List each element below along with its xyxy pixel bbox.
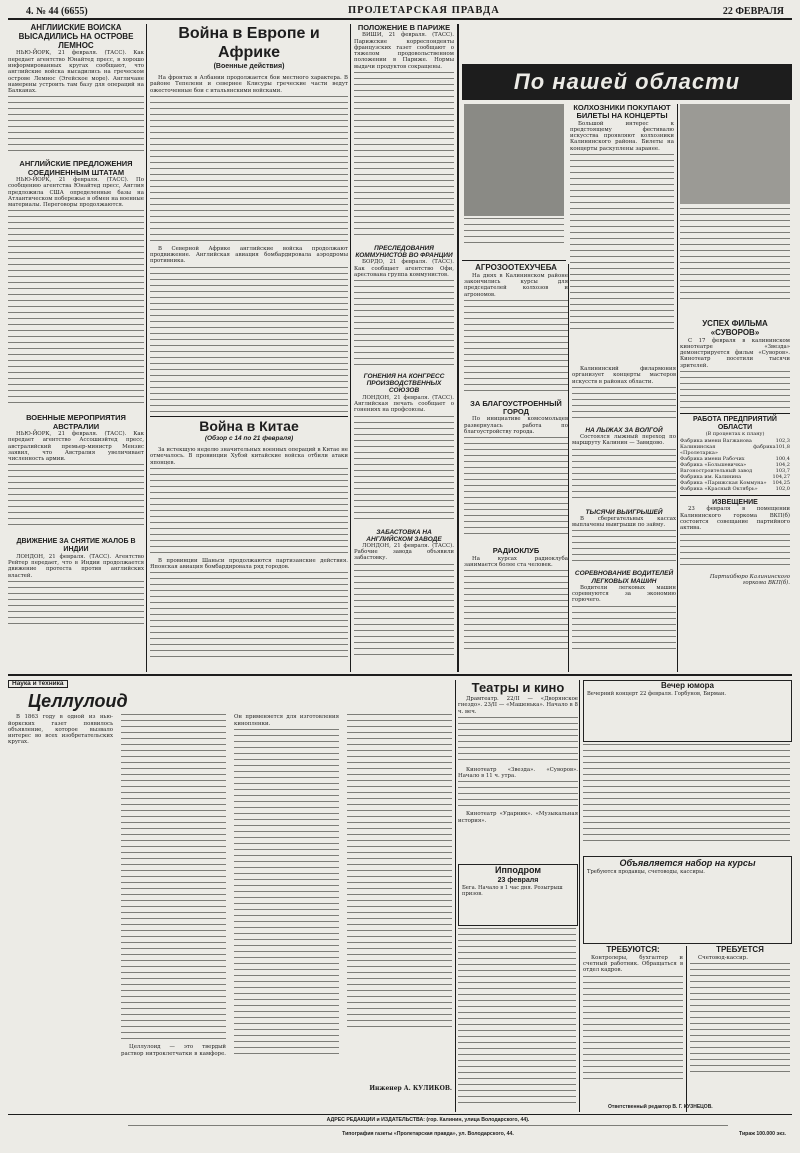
article-author: Инженер А. КУЛИКОВ. [369, 1085, 452, 1093]
article-headline: Война в Китае [199, 418, 299, 434]
article-text: Водители легковых машин соревнуются за экономию горючего. [572, 584, 676, 604]
factory-table [680, 438, 790, 492]
issue-date: 22 ФЕВРАЛЯ [722, 6, 784, 17]
local-section-banner [462, 64, 792, 100]
article-headline: ПОЛОЖЕНИЕ В ПАРИЖЕ [357, 24, 451, 32]
war-europe-article [150, 24, 348, 414]
factory-name: Фабрика имени Вагжанова [680, 437, 752, 444]
war-china-article [150, 418, 348, 672]
factory-value: 101,8 [775, 443, 790, 450]
article-headline: ДВИЖЕНИЕ ЗА СНЯТИЕ ЖАЛОБ В ИНДИИ [16, 538, 136, 554]
factory-name: Вагоностроительный завод [680, 467, 753, 474]
ad-title: Объявляется набор на курсы [619, 858, 756, 868]
article-text: На курсах радиоклуба занимается более ста человек. [464, 555, 568, 568]
article-text: На днях в Калининском районе закончились курсы для председателей колхозов и агрономов. [464, 272, 568, 298]
article-text: За истекшую неделю значительных военных операций в Китае не отмечалось. В провинции Хубэй китайские войска отбили атаки японцев. [150, 447, 348, 466]
article-text: НЬЮ-ЙОРК, 21 февраля. (ТАСС). Как передает агентство Юнайтед пресс, в хорошо информированных кругах сообщают, что английские войска высадились на греческом острове Лемнос (Эгейское море). Англичане намерены устроить там базу для операций на Балканах. [8, 50, 144, 95]
article-text: НЬЮ-ЙОРК, 21 февраля. (ТАСС). Как передает агентство Ассошиэйтед пресс, австралийский премьер-министр Мензис заявил, что Австралия увеличивает численность армии. [8, 430, 144, 463]
article-text: На фронтах в Албании продолжается бои местного характера. В районе Тепелени и севернее Клисуры греческие части ведут ожесточенные бои с итальянскими войсками. [150, 75, 348, 94]
jobs-ad [690, 946, 790, 1112]
photo-caption [680, 208, 790, 318]
article-text: ВИШИ, 21 февраля. (ТАСС). Парижские корреспонденты французских газет сообщают о тяжелом продовольственном положении в Париже. Нормы выдачи продуктов сокращены. [354, 32, 454, 70]
factory-value: 102,0 [775, 485, 790, 492]
theatre-listing [458, 680, 578, 860]
rubric-label: Наука и техника [8, 680, 68, 688]
local-news-column [572, 366, 676, 672]
newspaper-title: ПРОЛЕТАРСКАЯ ПРАВДА [348, 5, 500, 16]
article-headline: ИЗВЕЩЕНИЕ [712, 498, 758, 506]
article-headline: УСПЕХ ФИЛЬМА «СУВОРОВ» [702, 320, 768, 337]
article-headline: РАБОТА ПРЕДПРИЯТИЙ ОБЛАСТИ [693, 416, 777, 431]
signature: Партийбюро Калининского горкома ВКП(б). [709, 573, 790, 586]
article-text: Целлулоид — это твердый раствор нитроклетчатки в камфоре. Он применяется для изготовления кинопленки. [121, 714, 339, 1057]
article-text: С 17 февраля в калининском кинотеатре «Звезда» демонстрируется фильм «Суворов». Кинотеатр посетили тысячи зрителей. [680, 337, 790, 369]
foreign-news-column [8, 24, 144, 624]
article-headline: НА ЛЫЖАХ ЗА ВОЛГОЙ [585, 426, 663, 434]
article-headline: ВОЕННЫЕ МЕРОПРИЯТИЯ АВСТРАЛИИ [26, 413, 126, 431]
paris-column [354, 24, 454, 672]
article-text: ЛОНДОН, 21 февраля. (ТАСС). Рабочие завода объявили забастовку. [354, 542, 454, 562]
factory-value: 102,3 [775, 437, 790, 444]
factory-value: 104,25 [772, 479, 790, 486]
article-headline: ПРЕСЛЕДОВАНИЯ КОММУНИСТОВ ВО ФРАНЦИИ [355, 245, 453, 260]
science-article [8, 680, 452, 1112]
header-rule [8, 18, 792, 20]
ad-title: ТРЕБУЮТСЯ: [606, 946, 660, 954]
article-headline: ЗА БЛАГОУСТРОЕННЫЙ ГОРОД [470, 398, 562, 417]
article-subtitle: (Обзор с 14 по 21 февраля) [204, 435, 294, 442]
article-headline: ГОНЕНИЯ НА КОНГРЕСС ПРОИЗВОДСТВЕННЫХ СОЮЗОВ [363, 373, 445, 395]
ad-date: 23 февраля [497, 877, 539, 884]
article-headline: ЗАБАСТОВКА НА АНГЛИЙСКОМ ЗАВОДЕ [366, 528, 442, 543]
article-subtitle: (Военные действия) [213, 63, 285, 70]
banner-title: По нашей области [513, 69, 741, 94]
footer-address: АДРЕС РЕДАКЦИИ и ИЗДАТЕЛЬСТВА: (гор. Калинин, улица Володарского, 44). [326, 1117, 530, 1123]
article-text: По инициативе комсомольцев развернулась работа по благоустройству города. [464, 416, 568, 436]
article-headline: Война в Европе и Африке [178, 25, 320, 61]
article-text: ЛОНДОН, 21 февраля. (ТАСС). Агентство Рейтер передает, что в Индии продолжается движение протеста против английских властей. [8, 553, 144, 579]
article-headline: КОЛХОЗНИКИ ПОКУПАЮТ БИЛЕТЫ НА КОНЦЕРТЫ [573, 104, 671, 121]
article-text: В Северной Африке английские войска продолжают продвижение. Английская авиация бомбардировала аэродромы противника. [150, 245, 348, 265]
hippodrome-ad [458, 864, 578, 926]
factory-name: Фабрика «Парижская Коммуна» [680, 479, 767, 486]
ad-text: Контролеры, бухгалтер и счетный работник. Обращаться в отдел кадров. [583, 954, 683, 974]
article-text: НЬЮ-ЙОРК, 21 февраля. (ТАСС). По сообщению агентства Юнайтед пресс, Англия предложила США определенные базы на Атлантическом побережье в обмен на военные материалы. Переговоры продолжаются. [8, 176, 144, 209]
article-headline: Театры и кино [471, 680, 565, 695]
page-header [8, 4, 792, 18]
article-headline: АНГЛИЙСКИЕ ПРЕДЛОЖЕНИЯ СОЕДИНЕННЫМ ШТАТАМ [19, 159, 133, 177]
factory-name: Фабрика «Красный Октябрь» [680, 485, 758, 492]
article-headline: АНГЛИЙСКИЕ ВОЙСКА ВЫСАДИЛИСЬ НА ОСТРОВЕ ЛЕМНОС [18, 24, 134, 50]
factory-value: 104,2 [775, 461, 790, 468]
factory-row [680, 486, 790, 492]
article-text: Большой интерес к предстоящему фестивалю искусства проявляют колхозники Калининского района. Билеты на концерты раскуплены заранее. [570, 120, 674, 152]
listing-text: Драмтеатр. 22/II — «Дворянское гнездо». 23/II — «Машенька». Начало в 8 ч. веч. [458, 696, 578, 715]
ad-title: Ипподром [495, 865, 541, 875]
issue-number: 4. № 44 (6655) [26, 6, 88, 17]
concert-article [570, 104, 674, 364]
factory-value: 103,7 [775, 467, 790, 474]
article-text: ЛОНДОН, 21 февраля. (ТАСС). Английская печать сообщает о гонениях на профсоюзы. [354, 394, 454, 414]
photo-caption [464, 218, 564, 258]
article-text: В 1863 году в одной из нью-йоркских газет появилось объявление, которое вызвало интерес во всех изобретательских кругах. [8, 714, 113, 746]
factory-name: Фабрика им. Калинина [680, 473, 742, 480]
ad-text: Бега. Начало в 1 час дня. Розыгрыш призов. [462, 885, 563, 897]
article-headline: СОРЕВНОВАНИЕ ВОДИТЕЛЕЙ ЛЕГКОВЫХ МАШИН [574, 570, 674, 585]
article-headline: АГРОЗООТЕХУЧЕБА [475, 264, 557, 272]
table-caption: (В процентах к плану) [705, 431, 765, 438]
article-text: Калининский филармония организует концерты мастеров искусств в районах области. [572, 366, 676, 385]
concert-photo [464, 104, 564, 216]
small-ads [458, 928, 576, 1112]
ad-title: ТРЕБУЕТСЯ [716, 946, 764, 954]
circulation: Тираж 100.000 экз. [738, 1131, 786, 1137]
factory-value: 104,27 [772, 473, 790, 480]
article-text: Состоялся лыжный переход по маршруту Калинин — Завидово. [572, 434, 676, 447]
suvorov-article [680, 320, 790, 672]
listing-text: Кинотеатр «Звезда». «Суворов». Начало в 11 ч. утра. [458, 766, 578, 780]
factory-name: Калининская фабрика «Пролетарка» [680, 443, 776, 456]
factory-name: Фабрика имени Рабочих [680, 455, 745, 462]
ad-title: Вечер юмора [661, 681, 714, 690]
ad-text: Счетовод-кассир. [698, 954, 748, 961]
article-text: В провинции Шаньси продолжаются партизанские действия. Японская авиация бомбардировала ряд городов. [150, 557, 348, 571]
concert-ad [583, 680, 792, 742]
article-headline: ТЫСЯЧИ ВЫИГРЫШЕЙ [585, 508, 663, 516]
courses-ad [583, 856, 792, 944]
article-headline: Целлулоид [28, 691, 128, 712]
article-text: БОРДО, 21 февраля. (ТАСС). Как сообщает агентство Офи, арестована группа коммунистов. [354, 259, 454, 278]
factory-name: Фабрика «Большевичка» [680, 461, 747, 468]
editor-credit: Ответственный редактор В. Г. КУЗНЕЦОВ. [608, 1104, 713, 1110]
listing-text: Кинотеатр «Ударник». «Музыкальная история». [458, 811, 578, 824]
article-text: В сберегательных кассах выплачены выигрыши по займу. [572, 515, 676, 529]
newspaper-page [8, 4, 792, 1145]
jobs-ad [583, 946, 683, 1112]
factory-value: 100,4 [775, 455, 790, 462]
agro-column [464, 264, 568, 672]
article-headline: РАДИОКЛУБ [492, 546, 540, 556]
ad-text: Вечерний концерт 22 февраля. Горбунов, Бирман. [587, 691, 727, 697]
ads-block [583, 744, 790, 854]
footer-printer: Типография газеты «Пролетарская правда», ул. Володарского, 44. [342, 1131, 514, 1137]
article-text: 23 февраля в помещении Калининского горкома ВКП(б) состоится совещание партийного актива. [680, 506, 790, 532]
ad-text: Требуются продавцы, счетоводы, кассиры. [587, 869, 705, 875]
portrait-photo [680, 104, 790, 204]
factory-row [680, 444, 790, 456]
